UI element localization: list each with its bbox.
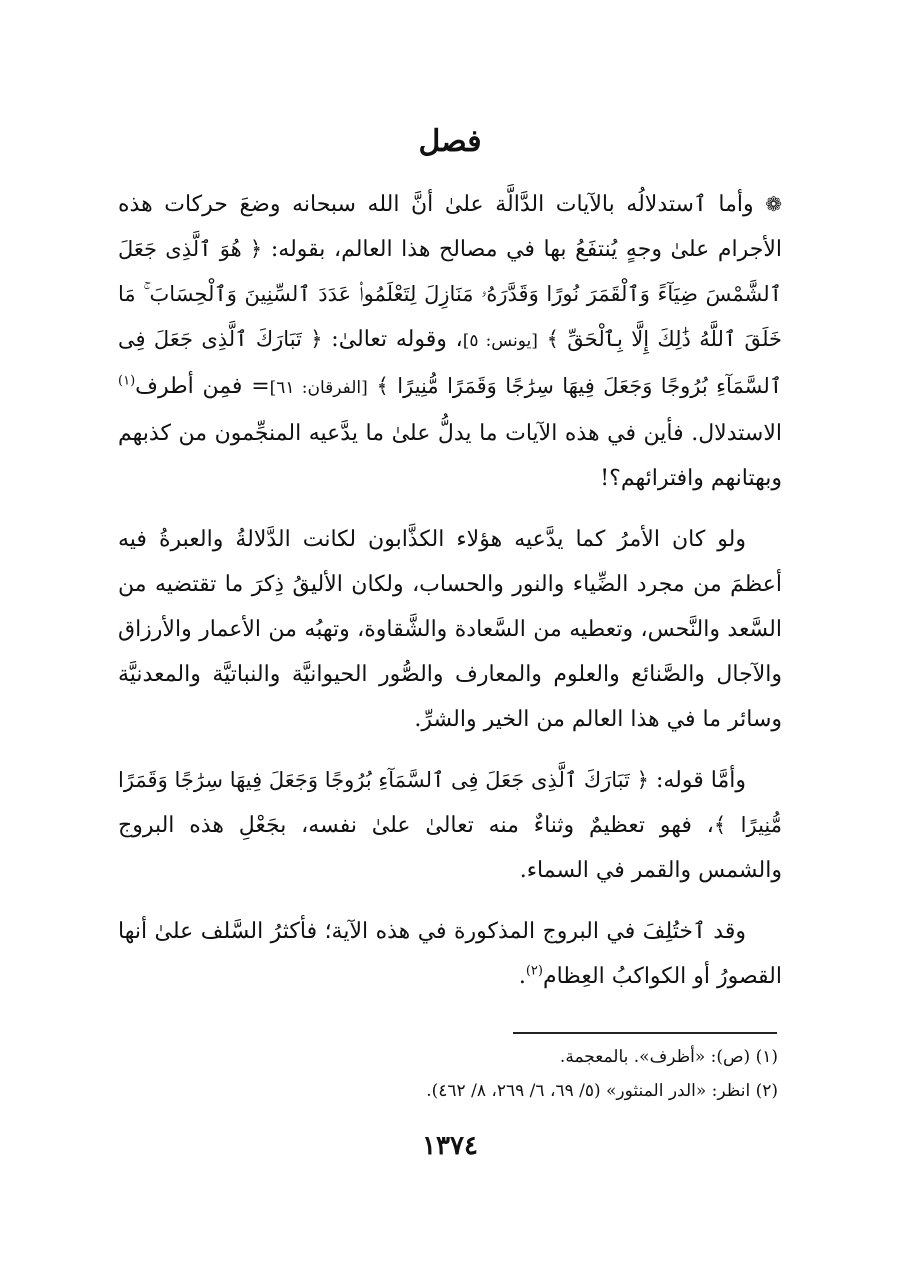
paragraph-4-text-b: .: [518, 964, 526, 989]
page-body: [118, 120, 782, 1015]
paragraph-1-text-b: ، وقوله تعالىٰ:: [331, 327, 463, 352]
quran-verse-furqan-repeat: ﴿ تَبَارَكَ ٱلَّذِى جَعَلَ فِى ٱلسَّمَآءِ بُرُوجًا وَجَعَلَ فِيهَا سِرَٰجًا وَقَمَرًا مُّنِيرًا ﴾: [118, 768, 783, 837]
paragraph-4-text-a: وقد ٱختُلِفَ في البروج المذكورة في هذه الآية؛ فأكثرُ السَّلف علىٰ أنها القصورُ أو الكواكبُ العِظام: [118, 919, 782, 989]
paragraph-1-text-a: وأما ٱستدلالُه بالآيات الدَّالَّة علىٰ أنَّ الله سبحانه وضعَ حركات هذه الأجرام علىٰ وجهٍ يُنتفَعُ بها في مصالح هذا العالم، بقوله:: [118, 192, 783, 262]
paragraph-1-text-c: = فمِن أطرف: [135, 374, 270, 399]
paragraph-1-text-d: الاستدلال. فأين في هذه الآيات ما يدلُّ علىٰ ما يدَّعيه المنجِّمون من كذبهم وبهتانهم وافترائهم؟!: [118, 421, 782, 491]
footnote-marker-2[interactable]: (٢): [525, 963, 543, 979]
verse-reference-yunus: [يونس: ٥]: [462, 331, 538, 351]
quran-verse-yunus: ﴿ هُوَ ٱلَّذِى جَعَلَ ٱلشَّمْسَ ضِيَآءً وَٱلْقَمَرَ نُورًا وَقَدَّرَهُۥ مَنَازِلَ لِتَعْلَمُوا۟ عَدَدَ ٱلسِّنِينَ وَٱلْحِسَابَ ۚ مَا خَلَقَ ٱللَّهُ ذَٰلِكَ إِلَّا بِٱلْحَقِّ ﴾: [118, 237, 783, 351]
star-ornament: ❁: [765, 192, 782, 216]
footnote-divider: [513, 1032, 777, 1034]
footnotes: [118, 1040, 778, 1108]
paragraph-1: [118, 182, 782, 501]
paragraph-3-text-a: وأمَّا قوله:: [655, 768, 746, 793]
section-title: فصل: [418, 124, 482, 159]
paragraph-2: ولو كان الأمرُ كما يدَّعيه هؤلاء الكذَّابون لكانت الدَّلالةُ والعبرةُ فيه أعظمَ من مجرد الضِّياء والنور والحساب، ولكان الأليقُ ذِكرَ ما تقتضيه من السَّعد والنَّحس، وتعطيه من السَّعادة والشَّقاوة، وتهبُه من الأعمار والأرزاق والآجال والصَّنائع والعلوم والمعارف والصُّور الحيوانيَّة والنباتيَّة والمعدنيَّة وسائر ما في هذا العالم من الخير والشرِّ.: [118, 527, 782, 732]
page-number: ١٣٧٤: [422, 1131, 478, 1161]
footnote-2: (٢) انظر: «الدر المنثور» (٥/ ٦٩، ٦/ ٢٦٩، ٨/ ٤٦٢).: [426, 1081, 778, 1101]
quran-verse-furqan: ﴿ تَبَارَكَ ٱلَّذِى جَعَلَ فِى ٱلسَّمَآءِ بُرُوجًا وَجَعَلَ فِيهَا سِرَٰجًا وَقَمَرًا مُّنِيرًا ﴾: [118, 327, 783, 398]
paragraph-3-text-b: ، فهو تعظيمٌ وثناءٌ منه تعالىٰ علىٰ نفسه، بجَعْلِ هذه البروج والشمس والقمر في السماء.: [118, 813, 782, 883]
verse-reference-furqan: [الفرقان: ٦١]: [269, 378, 368, 398]
paragraph-3: [118, 758, 782, 893]
paragraph-4: [118, 909, 782, 999]
footnote-1: (١) (ص): «أظرف». بالمعجمة.: [559, 1047, 778, 1067]
footnote-marker-1[interactable]: (١): [118, 373, 136, 389]
